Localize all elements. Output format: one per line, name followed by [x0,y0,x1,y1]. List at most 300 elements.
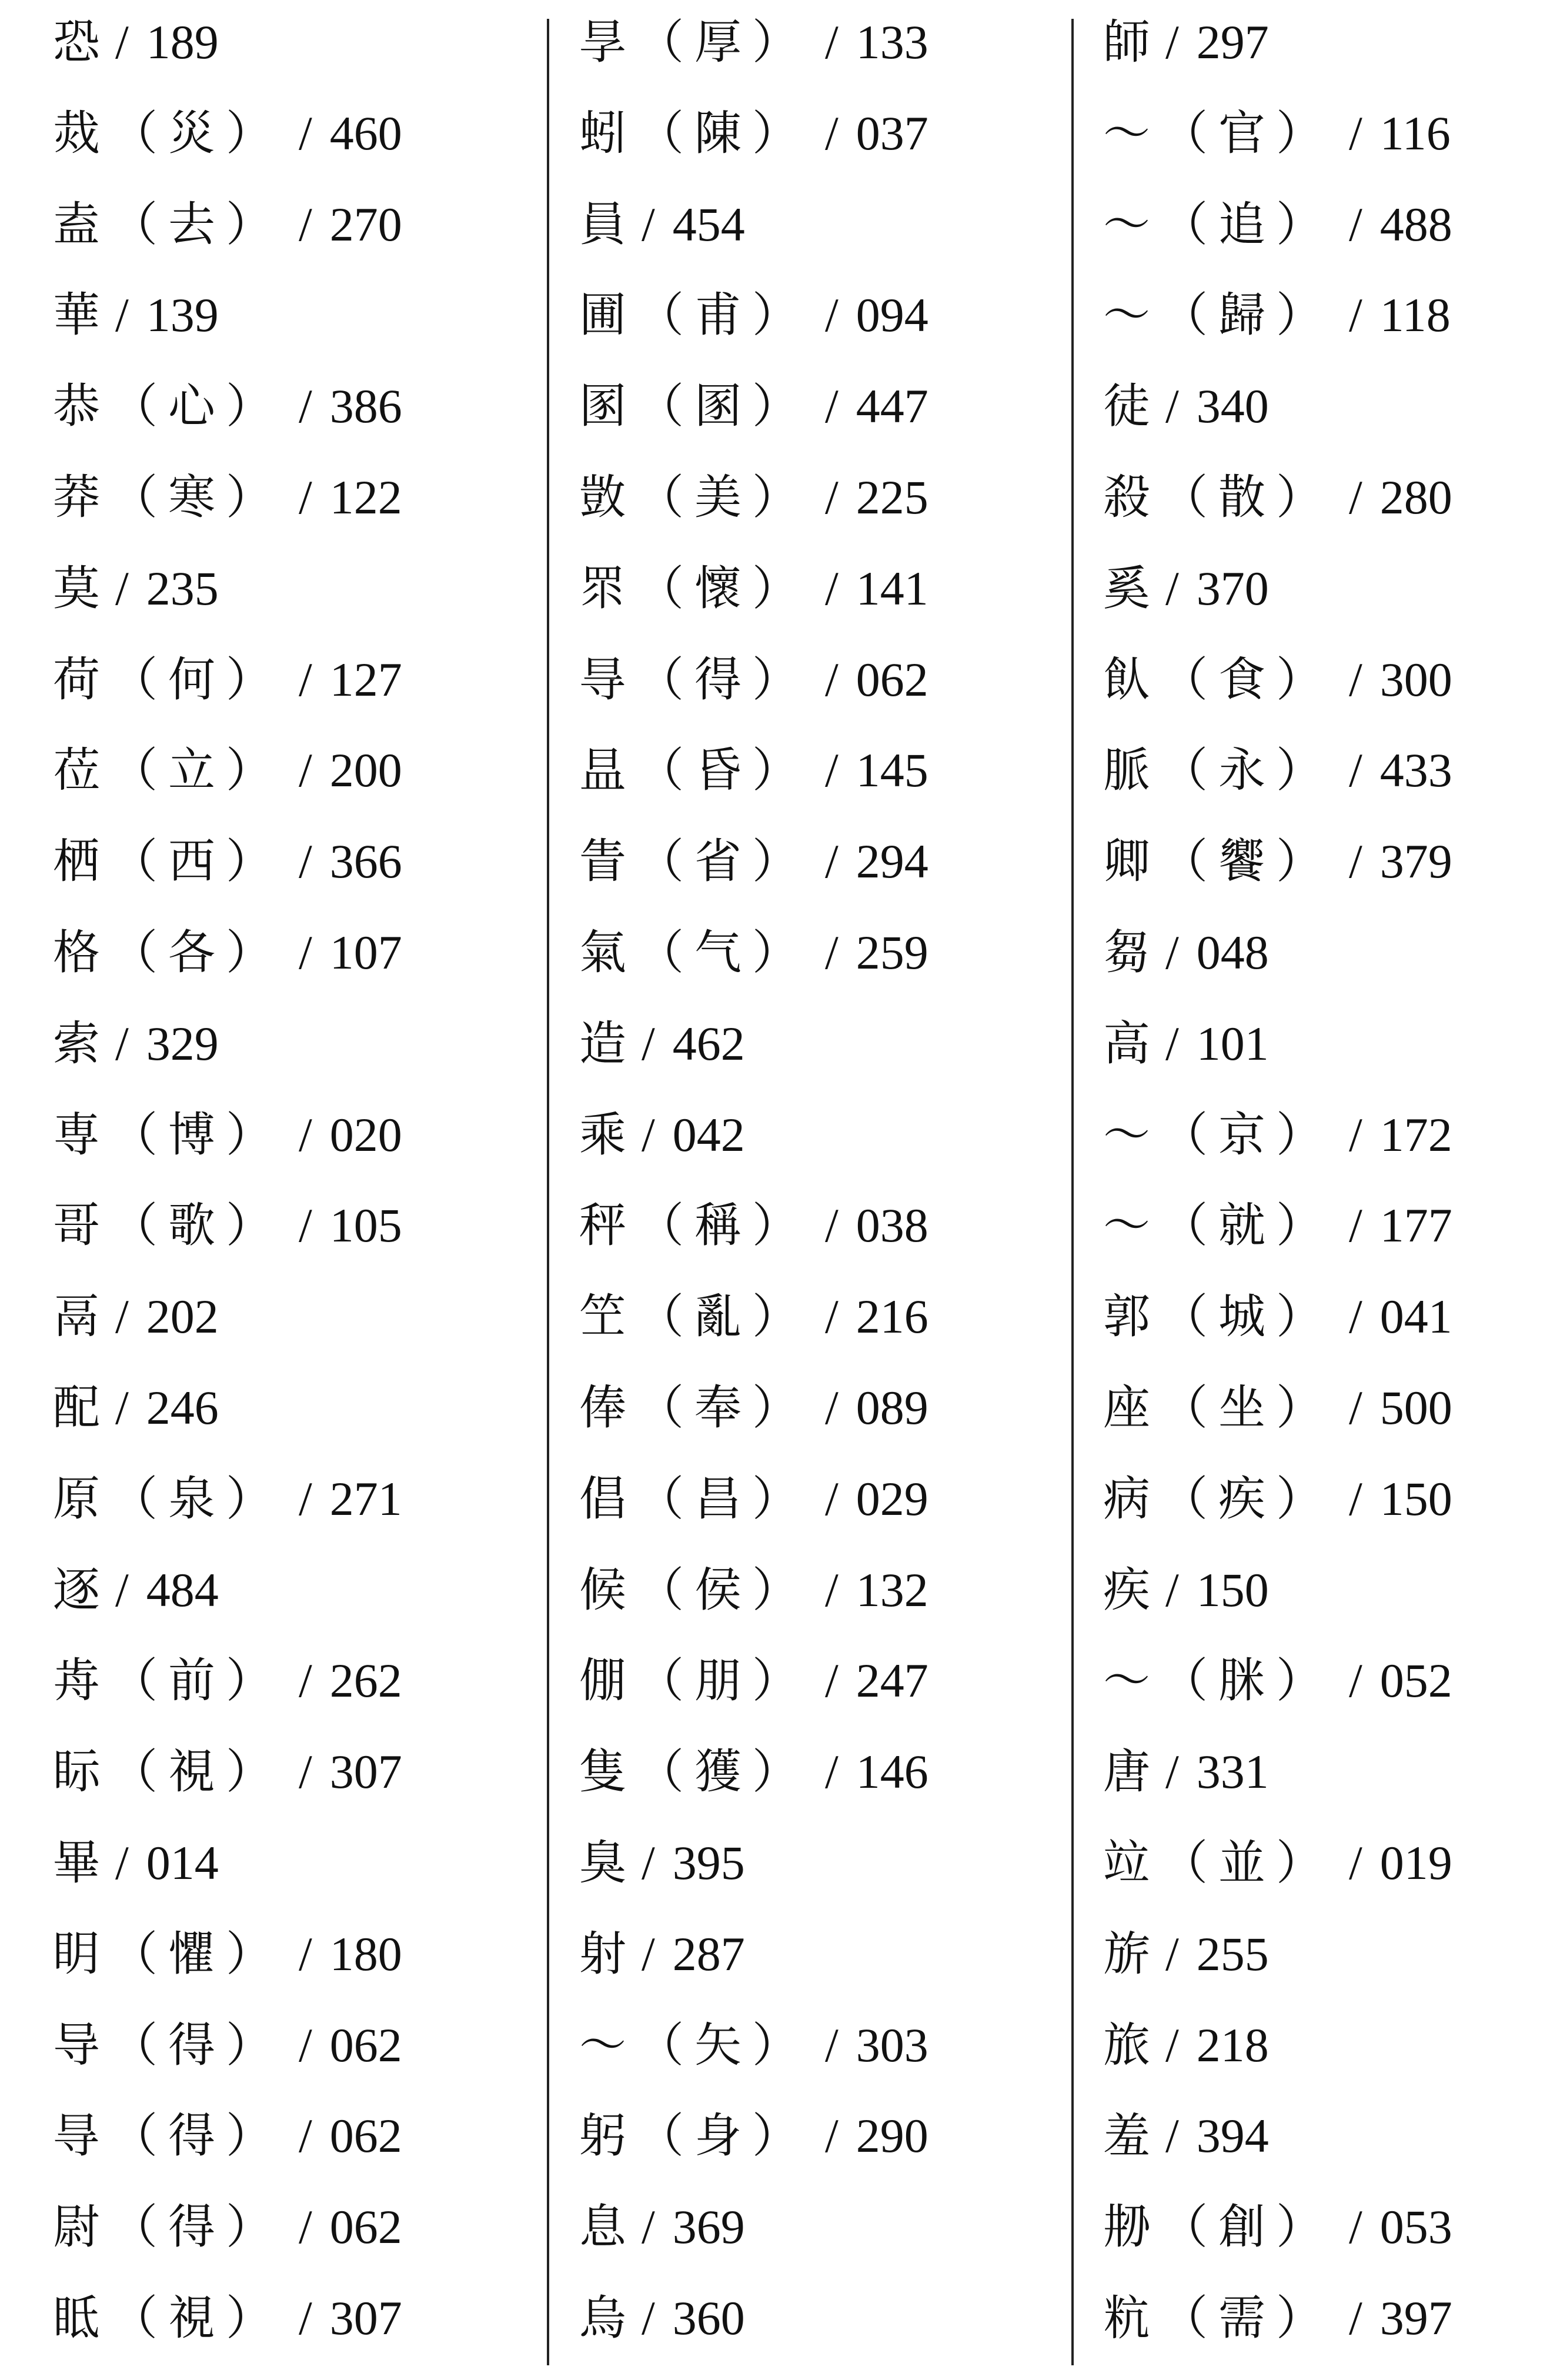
entry-number: 118 [1379,288,1451,342]
entry-variant: 懼 [168,1926,215,1981]
entry-number: 180 [329,1927,402,1981]
entry-character: 索 [53,1016,100,1071]
entry-variant: 坐 [1218,1380,1265,1435]
index-entry [53,1737,402,1807]
separator-slash: / [1349,197,1362,251]
entry-variant: 追 [1218,196,1265,252]
entry-number: 029 [856,1471,928,1526]
separator-slash: / [1165,379,1179,433]
separator-slash: / [115,1836,129,1890]
entry-character: 恐 [53,15,100,69]
close-paren: ） [226,925,273,980]
entry-number: 062 [329,2109,402,2163]
entry-character: 息 [579,2199,626,2255]
index-entry [53,735,402,806]
entry-variant: 西 [168,834,215,889]
separator-slash: / [825,926,839,979]
index-entry [1103,2101,1269,2171]
entry-number: 216 [856,1290,928,1344]
index-entry [1103,1464,1452,1534]
entry-number: 189 [146,15,219,69]
separator-slash: / [1165,15,1179,69]
close-paren: ） [752,925,799,980]
entry-number: 146 [856,1745,928,1799]
index-entry [53,1828,219,1898]
separator-slash: / [1165,1563,1179,1617]
entry-character: 眀 [53,1926,100,1981]
entry-number: 089 [856,1381,928,1434]
separator-slash: / [299,2200,312,2254]
open-paren: （ [111,652,158,707]
separator-slash: / [642,2200,655,2254]
entry-character: 俸 [579,1380,626,1435]
index-column-2 [579,0,1097,2380]
separator-slash: / [1349,2291,1362,2345]
entry-number: 062 [329,2200,402,2254]
index-entry [1103,1645,1452,1716]
entry-number: 014 [146,1836,219,1890]
open-paren: （ [637,379,684,434]
entry-variant: 厚 [694,15,741,69]
entry-character: 圃 [579,288,626,343]
separator-slash: / [825,561,839,615]
entry-number: 127 [329,652,402,706]
close-paren: ） [752,2108,799,2164]
entry-number: 460 [329,106,402,160]
entry-number: 094 [856,288,928,342]
separator-slash: / [825,834,839,889]
entry-character: 奚 [1103,560,1150,616]
entry-variant: 昏 [694,743,741,798]
close-paren: ） [226,2017,273,2072]
index-entry [1103,1373,1452,1443]
entry-variant: 省 [694,834,741,889]
open-paren: （ [111,1471,158,1526]
entry-number: 145 [856,743,928,797]
close-paren: ） [226,1744,273,1800]
entry-variant: 災 [168,105,215,161]
separator-slash: / [1349,106,1362,160]
close-paren: ） [1276,2291,1323,2345]
entry-number: 019 [1379,1836,1452,1890]
separator-slash: / [642,197,655,251]
open-paren: （ [637,1198,684,1253]
index-entry [1103,2283,1452,2354]
index-entry [1103,280,1451,351]
entry-number: 247 [856,1654,928,1708]
close-paren: ） [1276,1198,1323,1253]
close-paren: ） [752,743,799,798]
close-paren: ） [226,196,273,252]
separator-slash: / [1165,1745,1179,1799]
separator-slash: / [299,470,312,524]
entry-character: 専 [53,1107,100,1162]
open-paren: （ [1161,288,1208,343]
separator-slash: / [1349,1654,1362,1708]
index-entry [53,645,402,715]
entry-character: 眎 [53,1744,100,1800]
index-column-3 [1103,0,1560,2380]
separator-slash: / [825,15,839,69]
index-entry [1103,462,1452,533]
index-entry [53,553,219,624]
separator-slash: / [825,470,839,524]
open-paren: （ [1161,652,1208,707]
entry-character: 羞 [1103,2108,1150,2164]
entry-number: 101 [1196,1016,1269,1070]
entry-number: 020 [329,1107,402,1161]
open-paren: （ [1161,1471,1208,1526]
entry-number: 255 [1196,1927,1269,1981]
open-paren: （ [1161,105,1208,161]
entry-character: 竝 [1103,1835,1150,1890]
close-paren: ） [226,105,273,161]
entry-character: 殺 [1103,470,1150,525]
entry-character: ～ [1103,196,1150,252]
close-paren: ） [226,2108,273,2164]
open-paren: （ [111,1744,158,1800]
close-paren: ） [752,1653,799,1708]
entry-character: 歬 [53,1653,100,1708]
entry-character: 㝵 [579,652,626,707]
entry-number: 329 [146,1016,219,1070]
entry-variant: 歌 [168,1198,215,1253]
entry-variant: 亂 [694,1289,741,1344]
separator-slash: / [299,743,312,797]
close-paren: ） [226,652,273,707]
close-paren: ） [752,15,799,69]
index-entry [579,1100,745,1170]
entry-variant: 去 [168,196,215,252]
entry-number: 116 [1379,106,1451,160]
separator-slash: / [642,1107,655,1161]
close-paren: ） [226,1198,273,1253]
entry-character: 烖 [53,105,100,161]
entry-character: 疾 [1103,1562,1150,1617]
separator-slash: / [642,1016,655,1070]
index-entry [53,1190,402,1261]
entry-character: 秤 [579,1198,626,1253]
open-paren: （ [111,1926,158,1981]
close-paren: ） [226,1653,273,1708]
close-paren: ） [1276,1835,1323,1890]
entry-variant: 疾 [1218,1471,1265,1526]
separator-slash: / [299,2109,312,2163]
close-paren: ） [1276,1471,1323,1526]
entry-number: 246 [146,1381,219,1434]
entry-variant: 矢 [694,2017,741,2072]
entry-character: 笁 [579,1289,626,1344]
close-paren: ） [226,1926,273,1981]
index-entry [579,1919,745,1990]
separator-slash: / [299,106,312,160]
entry-variant: 圂 [694,379,741,434]
index-entry [53,1100,402,1170]
index-entry [579,645,928,715]
close-paren: ） [226,470,273,525]
entry-number: 259 [856,926,928,979]
entry-variant: 視 [168,2291,215,2345]
entry-variant: 創 [1218,2199,1265,2255]
separator-slash: / [1349,652,1362,706]
entry-number: 331 [1196,1745,1269,1799]
separator-slash: / [825,1745,839,1799]
open-paren: （ [1161,1198,1208,1253]
entry-number: 340 [1196,379,1269,433]
entry-number: 042 [672,1107,745,1161]
entry-number: 052 [1379,1654,1452,1708]
index-entry [579,1464,928,1534]
entry-number: 370 [1196,561,1269,615]
separator-slash: / [299,197,312,251]
close-paren: ） [1276,470,1323,525]
entry-number: 484 [146,1563,219,1617]
entry-character: 躬 [579,2108,626,2164]
index-entry [53,1555,219,1625]
open-paren: （ [111,834,158,889]
entry-variant: 寒 [168,470,215,525]
close-paren: ） [752,2017,799,2072]
index-entry [579,1737,928,1807]
entry-variant: 脒 [1218,1653,1265,1708]
entry-variant: 懷 [694,560,741,616]
close-paren: ） [1276,1289,1323,1344]
entry-character: ～ [1103,1653,1150,1708]
entry-number: 500 [1379,1381,1452,1434]
index-entry [579,280,928,351]
separator-slash: / [115,288,129,342]
separator-slash: / [1165,2018,1179,2072]
separator-slash: / [299,1927,312,1981]
entry-character: ～ [1103,1107,1150,1162]
column-divider [547,19,549,2365]
entry-number: 202 [146,1290,219,1344]
entry-number: 300 [1379,652,1452,706]
open-paren: （ [111,2199,158,2255]
entry-number: 280 [1379,470,1452,524]
entry-variant: 稱 [694,1198,741,1253]
entry-number: 177 [1379,1199,1452,1253]
index-entry [579,2101,928,2171]
index-entry [1103,98,1451,169]
separator-slash: / [1165,1927,1179,1981]
entry-number: 107 [329,926,402,979]
entry-character: 格 [53,925,100,980]
separator-slash: / [825,379,839,433]
separator-slash: / [825,743,839,797]
open-paren: （ [637,925,684,980]
close-paren: ） [752,652,799,707]
entry-character: 郭 [1103,1289,1150,1344]
index-entry [579,189,745,260]
entry-character: 倗 [579,1653,626,1708]
close-paren: ） [752,105,799,161]
open-paren: （ [111,1198,158,1253]
index-entry [579,1373,928,1443]
entry-character: 員 [579,196,626,252]
entry-character: 盍 [53,196,100,252]
entry-variant: 饗 [1218,834,1265,889]
entry-character: 病 [1103,1471,1150,1526]
entry-number: 433 [1379,743,1452,797]
entry-character: 旂 [1103,1926,1150,1981]
entry-number: 139 [146,288,219,342]
index-entry [579,1828,745,1898]
entry-character: 飤 [1103,652,1150,707]
open-paren: （ [637,652,684,707]
separator-slash: / [825,1471,839,1526]
separator-slash: / [299,1745,312,1799]
entry-number: 062 [329,2018,402,2072]
separator-slash: / [1349,1471,1362,1526]
separator-slash: / [825,1563,839,1617]
entry-number: 290 [856,2109,928,2163]
entry-character: 華 [53,288,100,343]
close-paren: ） [1276,834,1323,889]
index-entry [579,1190,928,1261]
separator-slash: / [1165,561,1179,615]
index-entry [579,462,928,533]
entry-character: 烏 [579,2291,626,2345]
open-paren: （ [1161,196,1208,252]
entry-character: 昷 [579,743,626,798]
open-paren: （ [1161,1107,1208,1162]
separator-slash: / [299,1654,312,1708]
open-paren: （ [111,1653,158,1708]
separator-slash: / [299,926,312,979]
open-paren: （ [1161,1380,1208,1435]
entry-character: 恭 [53,379,100,434]
index-entry [579,553,928,624]
entry-number: 270 [329,197,402,251]
close-paren: ） [752,1289,799,1344]
entry-character: 脈 [1103,743,1150,798]
open-paren: （ [637,1471,684,1526]
entry-character: ～ [579,2017,626,2072]
close-paren: ） [752,560,799,616]
entry-character: 眔 [579,560,626,616]
open-paren: （ [111,105,158,161]
separator-slash: / [825,1290,839,1344]
separator-slash: / [825,2109,839,2163]
entry-character: 師 [1103,15,1150,69]
entry-variant: 得 [168,2108,215,2164]
close-paren: ） [226,2291,273,2345]
entry-character: 卿 [1103,834,1150,889]
entry-number: 307 [329,2291,402,2345]
entry-character: 高 [1103,1016,1150,1071]
entry-character: 粇 [1103,2291,1150,2345]
open-paren: （ [637,1562,684,1617]
separator-slash: / [825,106,839,160]
entry-number: 225 [856,470,928,524]
index-entry [579,1645,928,1716]
entry-variant: 昌 [694,1471,741,1526]
entry-character: 倡 [579,1471,626,1526]
entry-number: 397 [1379,2291,1452,2345]
open-paren: （ [637,1653,684,1708]
entry-number: 307 [329,1745,402,1799]
separator-slash: / [1349,743,1362,797]
close-paren: ） [226,743,273,798]
entry-number: 271 [329,1471,402,1526]
separator-slash: / [1165,926,1179,979]
entry-variant: 甫 [694,288,741,343]
separator-slash: / [299,2018,312,2072]
entry-number: 303 [856,2018,928,2072]
entry-number: 122 [329,470,402,524]
separator-slash: / [825,1381,839,1434]
entry-character: 鬲 [53,1289,100,1344]
index-entry [1103,371,1269,442]
index-entry [579,1281,928,1352]
entry-number: 447 [856,379,928,433]
entry-character: 眡 [53,2291,100,2345]
entry-character: 莽 [53,470,100,525]
index-entry [53,1373,219,1443]
separator-slash: / [825,288,839,342]
entry-variant: 獲 [694,1744,741,1800]
entry-character: 原 [53,1471,100,1526]
separator-slash: / [1349,1290,1362,1344]
separator-slash: / [299,652,312,706]
entry-variant: 气 [694,925,741,980]
index-entry [579,371,928,442]
open-paren: （ [1161,2291,1208,2345]
index-entry [53,280,219,351]
separator-slash: / [115,561,129,615]
open-paren: （ [1161,1653,1208,1708]
entry-number: 297 [1196,15,1269,69]
open-paren: （ [111,379,158,434]
entry-character: 配 [53,1380,100,1435]
open-paren: （ [111,2108,158,2164]
index-entry [1103,1190,1452,1261]
index-entry [1103,1281,1452,1352]
index-entry [1103,1828,1452,1898]
separator-slash: / [1349,1107,1362,1161]
separator-slash: / [299,1107,312,1161]
entry-character: 莅 [53,743,100,798]
entry-number: 395 [672,1836,745,1890]
separator-slash: / [299,1199,312,1253]
entry-variant: 歸 [1218,288,1265,343]
index-entry [1103,1009,1269,1079]
entry-number: 141 [856,561,928,615]
close-paren: ） [1276,2199,1323,2255]
close-paren: ） [752,1471,799,1526]
entry-character: 荷 [53,652,100,707]
entry-variant: 陳 [694,105,741,161]
separator-slash: / [1349,1199,1362,1253]
open-paren: （ [637,1380,684,1435]
separator-slash: / [825,1199,839,1253]
open-paren: （ [111,196,158,252]
separator-slash: / [825,2018,839,2072]
open-paren: （ [637,560,684,616]
entry-character: ～ [1103,288,1150,343]
entry-character: 芻 [1103,925,1150,980]
index-entry [579,2283,745,2354]
separator-slash: / [115,1563,129,1617]
entry-number: 366 [329,834,402,889]
index-entry [1103,1100,1452,1170]
column-divider [1071,19,1074,2365]
separator-slash: / [115,15,129,69]
entry-number: 294 [856,834,928,889]
index-entry [53,1281,219,1352]
close-paren: ） [752,1562,799,1617]
